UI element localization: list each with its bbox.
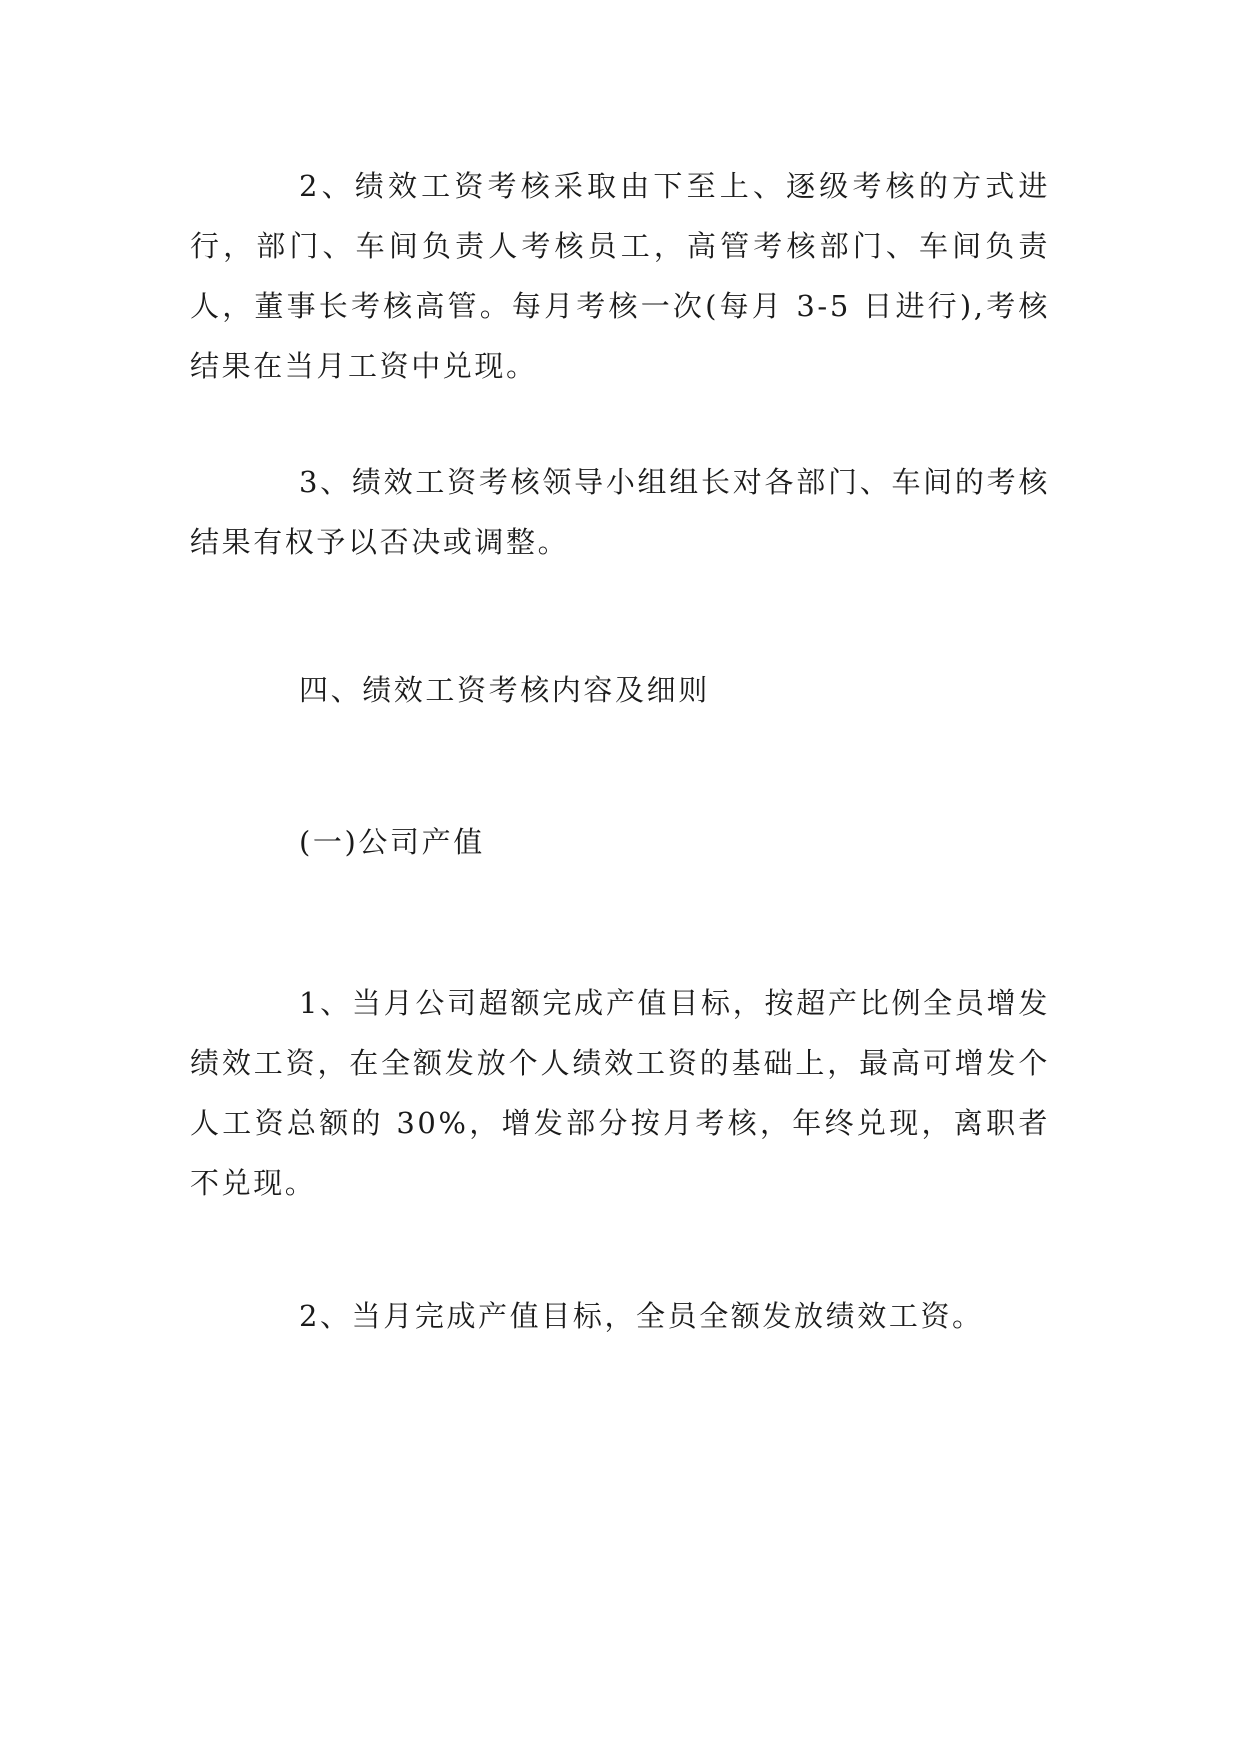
paragraph-exceed-target: 1、当月公司超额完成产值目标，按超产比例全员增发绩效工资，在全额发放个人绩效工资的基础上，最高可增发个人工资总额的 30%，增发部分按月考核，年终兑现，离职者不兑现。 <box>190 986 1050 1200</box>
subsection-heading: (一)公司产值 <box>299 825 485 859</box>
paragraph-veto-right: 3、绩效工资考核领导小组组长对各部门、车间的考核结果有权予以否决或调整。 <box>190 465 1050 559</box>
paragraph-meet-target: 2、当月完成产值目标，全员全额发放绩效工资。 <box>299 1299 984 1333</box>
paragraph-assessment-method: 2、绩效工资考核采取由下至上、逐级考核的方式进行，部门、车间负责人考核员工，高管考核部门、车间负责人，董事长考核高管。每月考核一次(每月 3-5 日进行),考核结果在当月工资中兑现。 <box>190 169 1050 383</box>
section-heading: 四、绩效工资考核内容及细则 <box>299 673 710 707</box>
